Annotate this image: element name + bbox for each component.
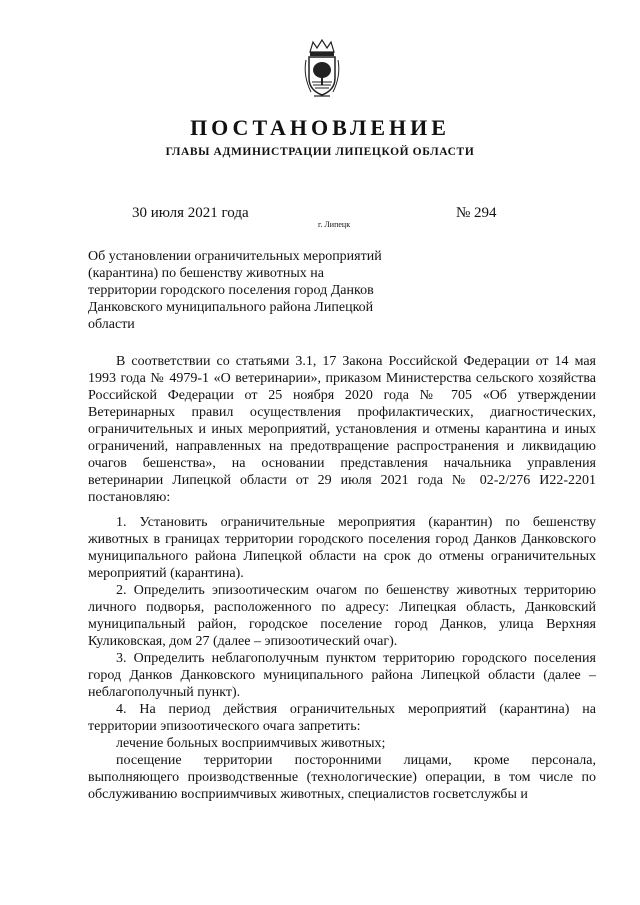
document-title: ПОСТАНОВЛЕНИЕ — [190, 115, 450, 140]
clause-4-item-visits: посещение территории посторонними лицами, кроме персонала, выполняющего производственные (технологические) операции, в том числе по обслуживанию восприимчивых животных, специалистов госветслужбы и — [88, 753, 596, 802]
document-subject: Об установлении ограничительных мероприятий (карантина) по бешенству животных на территории городского поселения город Данков Данковского муниципального района Липецкой области — [88, 249, 382, 332]
document-subtitle: ГЛАВЫ АДМИНИСТРАЦИИ ЛИПЕЦКОЙ ОБЛАСТИ — [165, 146, 475, 158]
preamble-paragraph: В соответствии со статьями 3.1, 17 Закона Российской Федерации от 14 мая 1993 года № 4979-1 «О ветеринарии», приказом Министерства сельского хозяйства Российской Федерации от 25 ноября 2020 года № 705 «Об утверждении Ветеринарных правил осуществления профилактических, диагностических, ограничительных и иных мероприятий, установления и отмены карантина и иных ограничений, направленных на предотвращение распространения и ликвидацию очагов бешенства», на основании представления начальника управления ветеринарии Липецкой области от 29 июля 2021 года № 02-2/276 И22-2201 постановляю: — [88, 354, 596, 505]
document-number: № 294 — [456, 205, 497, 221]
document-body — [88, 353, 596, 803]
document-date: 30 июля 2021 года — [132, 205, 249, 221]
document-city: г. Липецк — [318, 220, 351, 229]
clause-4-item-treatment: лечение больных восприимчивых животных; — [116, 736, 386, 751]
clause-1: 1. Установить ограничительные мероприятия (карантин) по бешенству животных в границах территории городского поселения город Данков Данковского муниципального района Липецкой области на срок до отмены ограничительных мероприятий (карантина). — [88, 515, 596, 581]
clause-4: 4. На период действия ограничительных мероприятий (карантина) на территории эпизоотического очага запретить: — [88, 702, 596, 734]
coat-of-arms-icon — [302, 38, 342, 102]
clause-2: 2. Определить эпизоотическим очагом по бешенству животных территорию личного подворья, расположенного по адресу: Липецкая область, Данковский муниципальный район, городское поселение город Данков, улица Верхняя Куликовская, дом 27 (далее – эпизоотический очаг). — [88, 583, 596, 649]
clause-3: 3. Определить неблагополучным пунктом территорию городского поселения город Данков Данковского муниципального района Липецкой области (далее – неблагополучный пункт). — [88, 651, 596, 700]
